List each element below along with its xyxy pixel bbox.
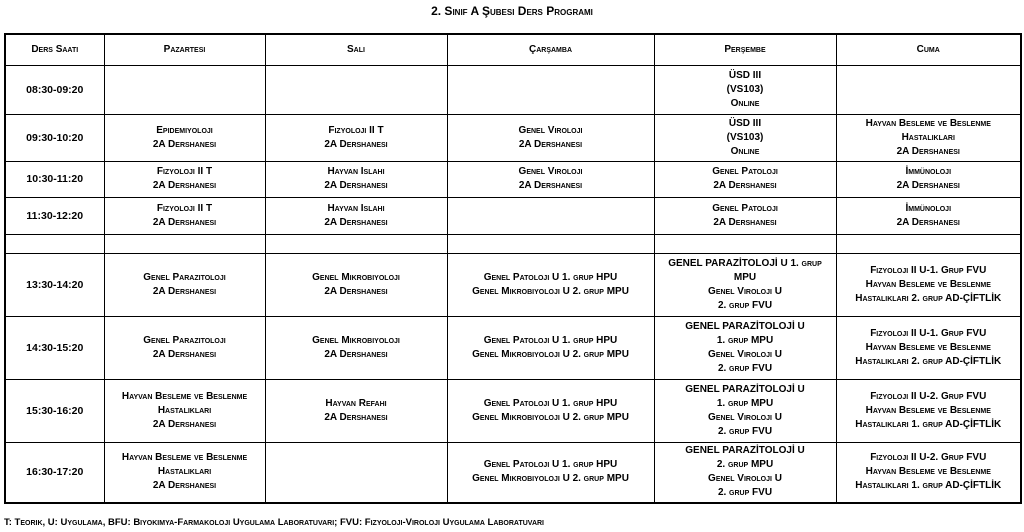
course-cell-carsamba [447,197,654,234]
course-cell-pazartesi [104,234,265,253]
header-pazartesi: Pazartesi [104,34,265,65]
time-cell: 16:30-17:20 [5,442,104,503]
course-cell-cuma: Fizyoloji II U-2. Grup FVU Hayvan Besleme ve Beslenme Hastalıkları 1. grup AD-ÇİFTLİK [836,442,1021,503]
course-cell-carsamba: Genel Patoloji U 1. grup HPU Genel Mikrobiyoloji U 2. grup MPU [447,379,654,442]
time-cell: 14:30-15:20 [5,316,104,379]
course-cell-persembe: Genel Patoloji 2A Dershanesi [654,161,836,197]
course-cell-sali: Hayvan Islahı 2A Dershanesi [265,197,447,234]
course-cell-persembe [654,234,836,253]
legend-note: T: Teorik, U: Uygulama, BFU: Biyokimya-Farmakoloji Uygulama Laboratuvarı; FVU: Fizyoloji-Viroloji Uygulama Laboratuvarı [4,517,544,528]
header-persembe: Perşembe [654,34,836,65]
course-cell-sali: Hayvan Islahı 2A Dershanesi [265,161,447,197]
time-cell [5,234,104,253]
course-cell-pazartesi: Fizyoloji II T 2A Dershanesi [104,197,265,234]
course-cell-persembe: ÜSD III (VS103) Online [654,114,836,161]
time-cell: 09:30-10:20 [5,114,104,161]
schedule-row [5,197,1021,234]
course-cell-cuma: İmmünoloji 2A Dershanesi [836,197,1021,234]
course-cell-pazartesi: Hayvan Besleme ve Beslenme Hastalıkları 2A Dershanesi [104,379,265,442]
course-cell-carsamba: Genel Patoloji U 1. grup HPU Genel Mikrobiyoloji U 2. grup MPU [447,316,654,379]
course-cell-carsamba: Genel Patoloji U 1. grup HPU Genel Mikrobiyoloji U 2. grup MPU [447,253,654,316]
course-cell-pazartesi: Fizyoloji II T 2A Dershanesi [104,161,265,197]
course-cell-carsamba [447,234,654,253]
course-cell-sali [265,234,447,253]
time-cell: 08:30-09:20 [5,65,104,114]
course-cell-sali: Hayvan Refahı 2A Dershanesi [265,379,447,442]
header-sali: Salı [265,34,447,65]
course-cell-cuma: İmmünoloji 2A Dershanesi [836,161,1021,197]
schedule-row [5,161,1021,197]
course-cell-persembe: Genel Patoloji 2A Dershanesi [654,197,836,234]
header-carsamba: Çarşamba [447,34,654,65]
time-cell: 10:30-11:20 [5,161,104,197]
course-cell-cuma: Fizyoloji II U-1. Grup FVU Hayvan Besleme ve Beslenme Hastalıkları 2. grup AD-ÇİFTLİK [836,316,1021,379]
header-cuma: Cuma [836,34,1021,65]
course-cell-pazartesi: Genel Parazitoloji 2A Dershanesi [104,253,265,316]
course-cell-persembe: GENEL PARAZİTOLOJİ U 1. grup MPU Genel Viroloji U 2. grup FVU [654,316,836,379]
time-cell: 13:30-14:20 [5,253,104,316]
time-cell: 15:30-16:20 [5,379,104,442]
course-cell-cuma [836,65,1021,114]
course-cell-persembe: GENEL PARAZİTOLOJİ U 2. grup MPU Genel Viroloji U 2. grup FVU [654,442,836,503]
course-cell-cuma: Hayvan Besleme ve Beslenme Hastalıkları 2A Dershanesi [836,114,1021,161]
course-cell-pazartesi: Epidemiyoloji 2A Dershanesi [104,114,265,161]
course-cell-pazartesi: Genel Parazitoloji 2A Dershanesi [104,316,265,379]
schedule-row [5,65,1021,114]
course-cell-carsamba [447,65,654,114]
course-cell-sali: Genel Mikrobiyoloji 2A Dershanesi [265,253,447,316]
time-cell: 11:30-12:20 [5,197,104,234]
break-row [5,234,1021,253]
course-cell-pazartesi: Hayvan Besleme ve Beslenme Hastalıkları 2A Dershanesi [104,442,265,503]
schedule-row [5,253,1021,316]
course-cell-persembe: GENEL PARAZİTOLOJİ U 1. grup MPU Genel Viroloji U 2. grup FVU [654,379,836,442]
course-cell-cuma: Fizyoloji II U-2. Grup FVU Hayvan Besleme ve Beslenme Hastalıkları 1. grup AD-ÇİFTLİK [836,379,1021,442]
course-cell-sali [265,65,447,114]
schedule-row [5,316,1021,379]
course-cell-cuma: Fizyoloji II U-1. Grup FVU Hayvan Besleme ve Beslenme Hastalıkları 2. grup AD-ÇİFTLİK [836,253,1021,316]
header-ders-saati: Ders Saati [5,34,104,65]
course-cell-sali [265,442,447,503]
course-cell-sali: Fizyoloji II T 2A Dershanesi [265,114,447,161]
schedule-title: 2. Sınıf A Şubesi Ders Programı [431,4,593,18]
schedule-row [5,379,1021,442]
header-row [5,34,1021,65]
course-cell-carsamba: Genel Patoloji U 1. grup HPU Genel Mikrobiyoloji U 2. grup MPU [447,442,654,503]
course-cell-pazartesi [104,65,265,114]
course-cell-persembe: GENEL PARAZİTOLOJİ U 1. grup MPU Genel Viroloji U 2. grup FVU [654,253,836,316]
course-cell-persembe: ÜSD III (VS103) Online [654,65,836,114]
course-cell-carsamba: Genel Viroloji 2A Dershanesi [447,114,654,161]
schedule-row [5,114,1021,161]
schedule-row [5,442,1021,503]
course-cell-carsamba: Genel Viroloji 2A Dershanesi [447,161,654,197]
course-cell-sali: Genel Mikrobiyoloji 2A Dershanesi [265,316,447,379]
schedule-table [4,33,1022,504]
course-cell-cuma [836,234,1021,253]
